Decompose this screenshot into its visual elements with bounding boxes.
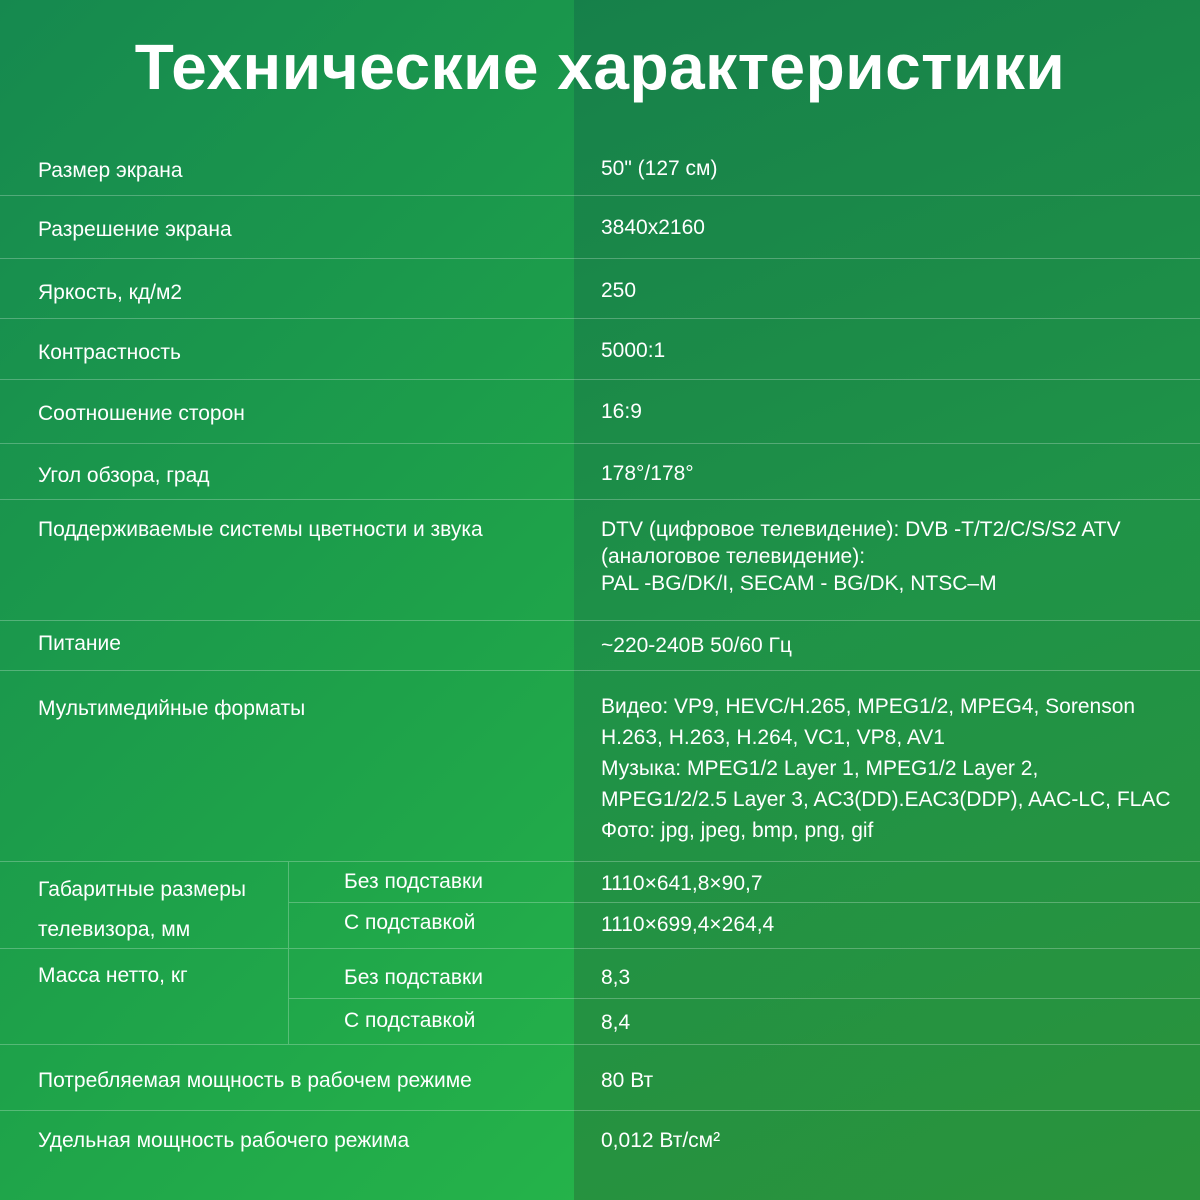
spec-value: 16:9 (601, 400, 642, 423)
spec-value: 5000:1 (601, 339, 666, 362)
sub-label: С подставкой (344, 1009, 476, 1032)
spec-value (601, 691, 1181, 846)
spec-value: ~220-240В 50/60 Гц (601, 634, 792, 657)
table-row (0, 380, 1200, 444)
value-line: Музыка: MPEG1/2 Layer 1, MPEG1/2 Layer 2, (601, 757, 1039, 780)
row-divider (289, 998, 1200, 999)
spec-label: Масса нетто, кг (38, 964, 188, 987)
table-row (0, 196, 1200, 259)
table-row (0, 137, 1200, 196)
spec-label: Потребляемая мощность в рабочем режиме (38, 1069, 472, 1092)
spec-label: Разрешение экрана (38, 218, 232, 241)
table-row (0, 319, 1200, 380)
spec-value: 250 (601, 279, 637, 302)
spec-value (601, 516, 1181, 597)
sub-label: Без подставки (344, 870, 483, 893)
table-row (0, 444, 1200, 500)
spec-value: 80 Вт (601, 1069, 654, 1092)
value-line: PAL -BG/DK/I, SECAM - BG/DK, NTSC–M (601, 572, 997, 595)
column-divider (288, 949, 289, 1044)
label-line: Габаритные размеры (38, 878, 246, 901)
sub-label: Без подставки (344, 966, 483, 989)
table-row (0, 862, 1200, 949)
spec-label: Соотношение сторон (38, 402, 245, 425)
sub-label: С подставкой (344, 911, 476, 934)
table-row (0, 259, 1200, 319)
spec-label: Мультимедийные форматы (38, 697, 306, 720)
spec-value: 8,3 (601, 966, 631, 989)
spec-value: 0,012 Вт/см² (601, 1129, 721, 1152)
spec-label: Удельная мощность рабочего режима (38, 1129, 410, 1152)
table-row (0, 671, 1200, 862)
spec-value: 1110×699,4×264,4 (601, 913, 775, 936)
value-line: H.263, H.263, H.264, VC1, VP8, AV1 (601, 726, 945, 749)
value-line: Видео: VP9, HEVC/H.265, MPEG1/2, MPEG4, Sorenson (601, 695, 1136, 718)
spec-label: Питание (38, 632, 121, 655)
column-divider (288, 862, 289, 948)
value-line: Фото: jpg, jpeg, bmp, png, gif (601, 819, 874, 842)
value-line: MPEG1/2/2.5 Layer 3, AC3(DD).EAC3(DDP), AAC-LC, FLAC (601, 788, 1171, 811)
page-title: Технические характеристики (134, 31, 1066, 103)
table-row (0, 1111, 1200, 1181)
value-line: (аналоговое телевидение): (601, 545, 866, 568)
spec-value: 8,4 (601, 1011, 631, 1034)
table-row (0, 949, 1200, 1045)
spec-value: 178°/178° (601, 462, 694, 485)
spec-table (0, 137, 1200, 1181)
row-divider (289, 902, 1200, 903)
spec-label: Яркость, кд/м2 (38, 281, 183, 304)
label-line: телевизора, мм (38, 918, 191, 941)
spec-value: 1110×641,8×90,7 (601, 872, 763, 895)
spec-label: Размер экрана (38, 159, 183, 182)
table-row (0, 500, 1200, 621)
spec-label (38, 870, 246, 950)
spec-label: Поддерживаемые системы цветности и звука (38, 518, 483, 541)
value-line: DTV (цифровое телевидение): DVB -T/T2/C/S/S2 ATV (601, 518, 1121, 541)
spec-label: Угол обзора, град (38, 464, 210, 487)
table-row (0, 1045, 1200, 1111)
spec-label: Контрастность (38, 341, 181, 364)
table-row (0, 621, 1200, 671)
spec-value: 3840x2160 (601, 216, 705, 239)
spec-value: 50" (127 см) (601, 157, 718, 180)
